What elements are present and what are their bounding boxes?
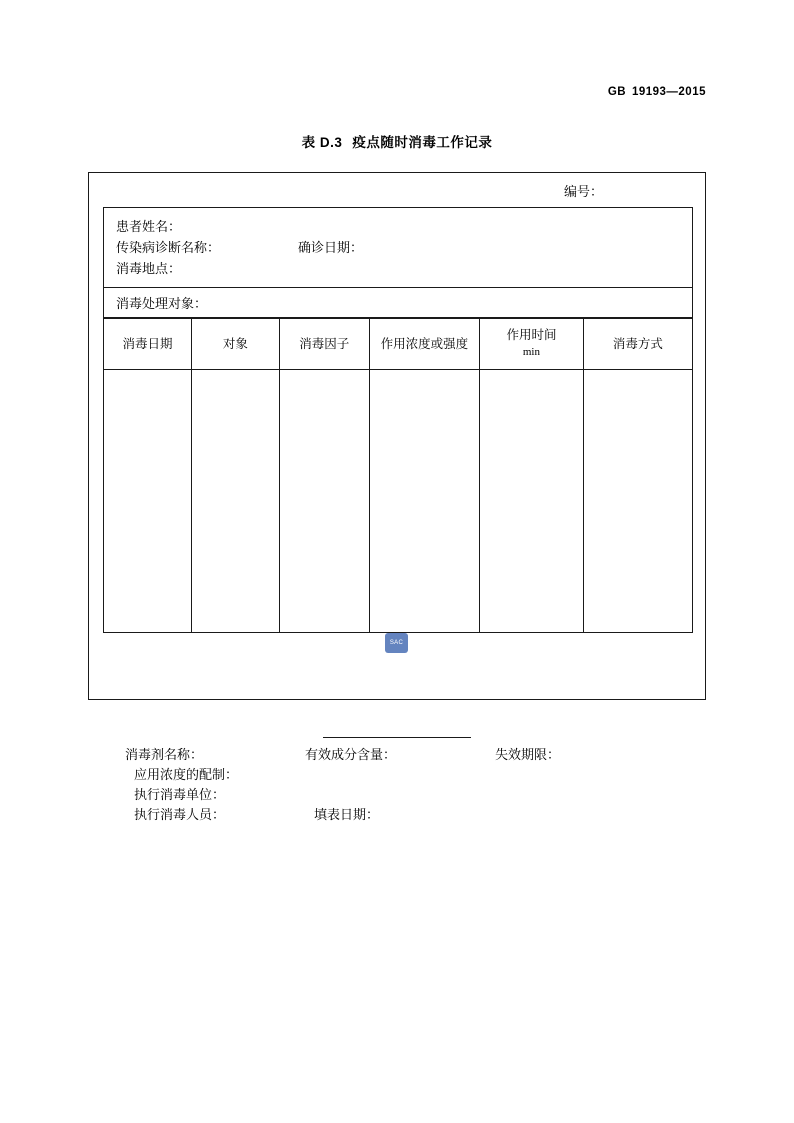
footer-line-personnel — [125, 805, 560, 825]
table-caption — [0, 131, 794, 151]
expiry-label: 失效期限： — [495, 747, 561, 762]
patient-info-line — [116, 237, 692, 258]
disinfectant-name-label: 消毒剂名称： — [125, 747, 204, 762]
column-header-date — [104, 319, 192, 370]
table-row — [104, 370, 692, 633]
standard-header — [608, 86, 706, 98]
footer-line-preparation — [125, 765, 560, 785]
patient-info-block — [104, 208, 692, 288]
serial-number-row — [89, 173, 705, 207]
serial-number-label: 编号： — [563, 183, 603, 199]
column-header-factor — [279, 319, 369, 370]
standard-number: 19193—2015 — [631, 86, 706, 98]
record-form — [88, 172, 706, 822]
column-header-time — [480, 319, 583, 370]
sac-logo-text: SAC — [389, 640, 404, 646]
column-header-object-label: 对象 — [222, 336, 248, 351]
sac-logo — [385, 633, 408, 653]
patient-info-line — [116, 258, 692, 279]
form-inner-block — [103, 207, 693, 633]
column-header-time-label: 作用时间 — [506, 328, 557, 342]
standard-prefix: GB — [607, 86, 626, 98]
disinfection-target-row — [104, 288, 692, 318]
diagnosis-name-label: 传染病诊断名称： — [116, 240, 221, 255]
column-header-time-unit: min — [522, 346, 540, 358]
page-bottom-rule — [323, 737, 471, 738]
patient-info-line — [116, 216, 692, 237]
form-footer — [125, 745, 560, 825]
cell-time[interactable] — [480, 370, 583, 633]
table-caption-label: 表 D.3 — [301, 135, 343, 150]
footer-line-disinfectant — [125, 745, 560, 765]
cell-date[interactable] — [104, 370, 192, 633]
disinfection-place-label: 消毒地点： — [116, 261, 182, 276]
executing-personnel-label: 执行消毒人员： — [134, 807, 226, 822]
cell-method[interactable] — [583, 370, 692, 633]
patient-name-label: 患者姓名： — [116, 219, 182, 234]
column-header-concentration-label: 作用浓度或强度 — [380, 336, 469, 351]
executing-unit-value — [314, 785, 504, 805]
diagnosis-date-label: 确诊日期： — [298, 240, 364, 255]
column-header-factor-label: 消毒因子 — [299, 336, 350, 351]
record-table — [104, 318, 692, 632]
table-caption-title: 疫点随时消毒工作记录 — [352, 135, 493, 150]
footer-line-unit — [125, 785, 560, 805]
concentration-preparation-value — [314, 765, 504, 785]
disinfection-target-label: 消毒处理对象： — [116, 296, 208, 311]
cell-factor[interactable] — [279, 370, 369, 633]
concentration-preparation-label: 应用浓度的配制： — [134, 767, 239, 782]
active-ingredient-label: 有效成分含量： — [305, 747, 397, 762]
cell-object[interactable] — [192, 370, 280, 633]
executing-unit-label: 执行消毒单位： — [134, 787, 226, 802]
column-header-concentration — [369, 319, 480, 370]
column-header-method-label: 消毒方式 — [612, 336, 663, 351]
fill-date-label: 填表日期： — [314, 807, 380, 822]
table-header-row — [104, 319, 692, 370]
cell-concentration[interactable] — [369, 370, 480, 633]
column-header-date-label: 消毒日期 — [122, 336, 173, 351]
column-header-object — [192, 319, 280, 370]
column-header-method — [583, 319, 692, 370]
